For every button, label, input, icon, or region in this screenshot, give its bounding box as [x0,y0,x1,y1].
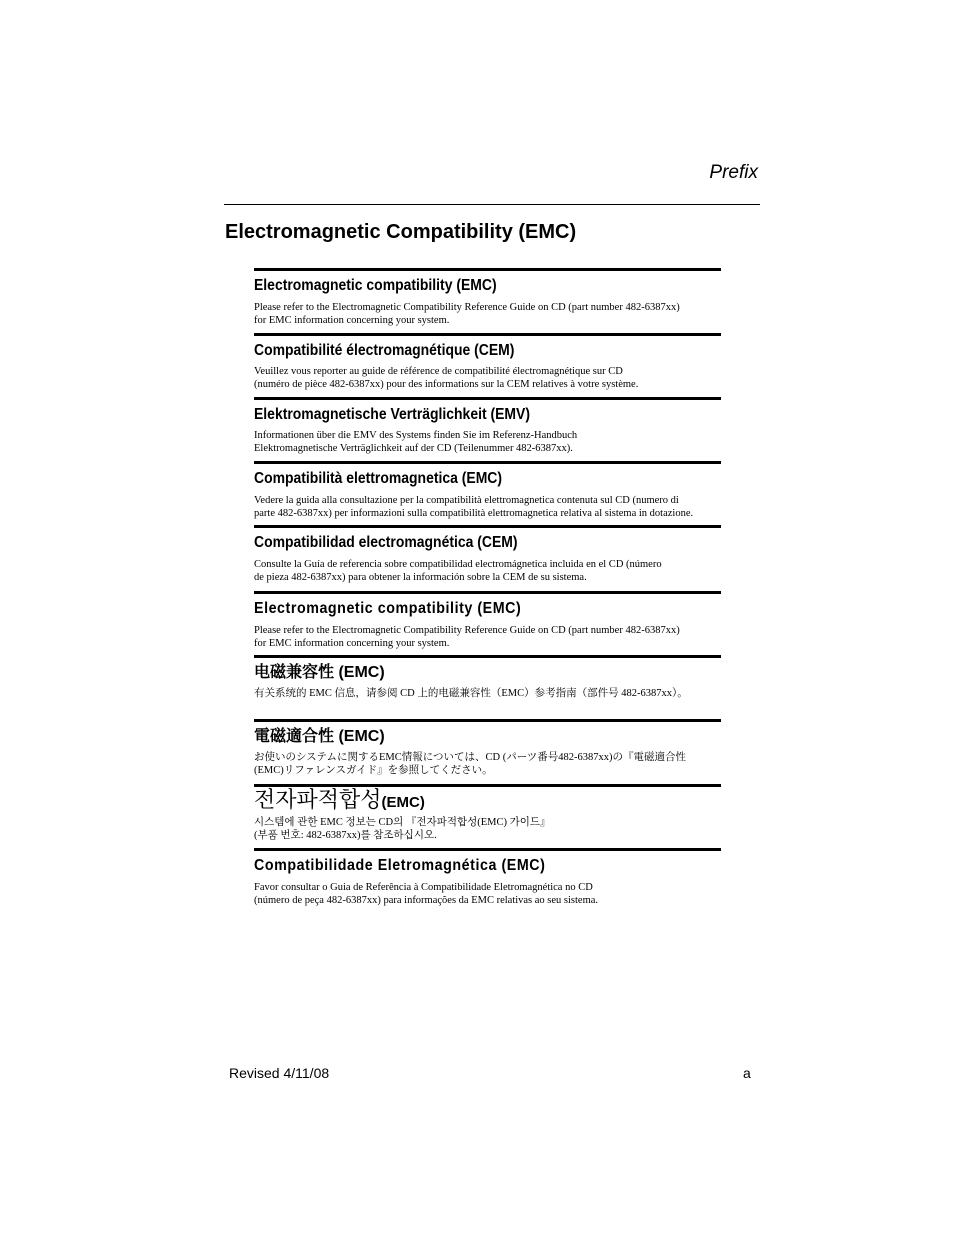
section-body [254,881,724,907]
section-divider [254,461,721,464]
section-heading: Electromagnetic compatibility (EMC) [254,277,497,294]
section-heading: Compatibilità elettromagnetica (EMC) [254,470,503,487]
body-line: 시스템에 관한 EMC 정보는 CD의 『전자파적합성(EMC) 가이드』 [254,817,551,828]
section-divider [254,525,721,528]
body-line: Informationen über die EMV des Systems finden Sie im Referenz-Handbuch [254,430,578,441]
header-divider [224,204,760,205]
section-divider [254,397,721,400]
body-line: (numéro de pièce 482-6387xx) pour des informations sur la CEM relatives à votre système. [254,379,639,390]
section-heading: Compatibilidad electromagnética (CEM) [254,534,518,551]
body-line: de pieza 482-6387xx) para obtener la información sobre la CEM de su sistema. [254,572,587,583]
body-line: Elektromagnetische Verträglichkeit auf der CD (Teilenummer 482-6387xx). [254,443,573,454]
body-line: お使いのシステムに関するEMC情報については、CD (パーツ番号482-6387xx)の『電磁適合性 [254,752,687,763]
section-body [254,816,724,842]
revision-date: Revised 4/11/08 [229,1065,330,1081]
section-heading: 電磁適合性 (EMC) [254,728,385,745]
body-line: parte 482-6387xx) per informazioni sulla compatibilità elettromagnetica relativa al sistema in dotazione. [254,508,694,519]
body-line: (부품 번호: 482-6387xx)를 참조하십시오. [254,830,437,841]
section-body [254,494,724,520]
body-line: (número de peça 482-6387xx) para informações da EMC relativas ao seu sistema. [254,895,599,906]
section-heading: Compatibilité électromagnétique (CEM) [254,342,515,359]
section-heading: Electromagnetic compatibility (EMC) [254,600,522,617]
body-line: Vedere la guida alla consultazione per la compatibilità elettromagnetica contenuta sul CD (numero di [254,495,679,506]
running-header: Prefix [709,162,758,183]
section-divider [254,591,721,594]
body-line: for EMC information concerning your system. [254,315,450,326]
body-line: Please refer to the Electromagnetic Compatibility Reference Guide on CD (part number 482-6387xx) [254,302,680,313]
body-line: Veuillez vous reporter au guide de référence de compatibilité électromagnétique sur CD [254,366,623,377]
section-divider [254,268,721,271]
section-divider [254,655,721,658]
page-title: Electromagnetic Compatibility (EMC) [225,221,577,243]
page-number: a [743,1065,751,1081]
section-body [254,429,724,455]
section-body [254,751,724,777]
section-heading: Compatibilidade Eletromagnética (EMC) [254,857,546,874]
body-line: 有关系统的 EMC 信息，请参阅 CD 上的电磁兼容性（EMC）参考指南（部件号 482-6387xx）。 [254,688,688,699]
section-divider [254,333,721,336]
section-heading: Elektromagnetische Verträglichkeit (EMV) [254,406,530,423]
section-divider [254,848,721,851]
section-body [254,687,724,700]
body-line: Favor consultar o Guia de Referência à Compatibilidade Eletromagnética no CD [254,882,593,893]
section-body [254,558,724,584]
body-line: (EMC)リファレンスガイド』を参照してください。 [254,765,493,776]
section-body [254,301,724,327]
body-line: Please refer to the Electromagnetic Compatibility Reference Guide on CD (part number 482-6387xx) [254,625,680,636]
section-divider [254,719,721,722]
heading-main: 전자파적합성 [254,787,382,812]
section-heading: 电磁兼容性 (EMC) [254,664,385,681]
section-body [254,365,724,391]
body-line: for EMC information concerning your system. [254,638,450,649]
body-line: Consulte la Guía de referencia sobre compatibilidad electromágnetica incluida en el CD (número [254,559,662,570]
section-body [254,624,724,650]
heading-tail: (EMC) [381,794,425,811]
section-heading [254,786,425,817]
